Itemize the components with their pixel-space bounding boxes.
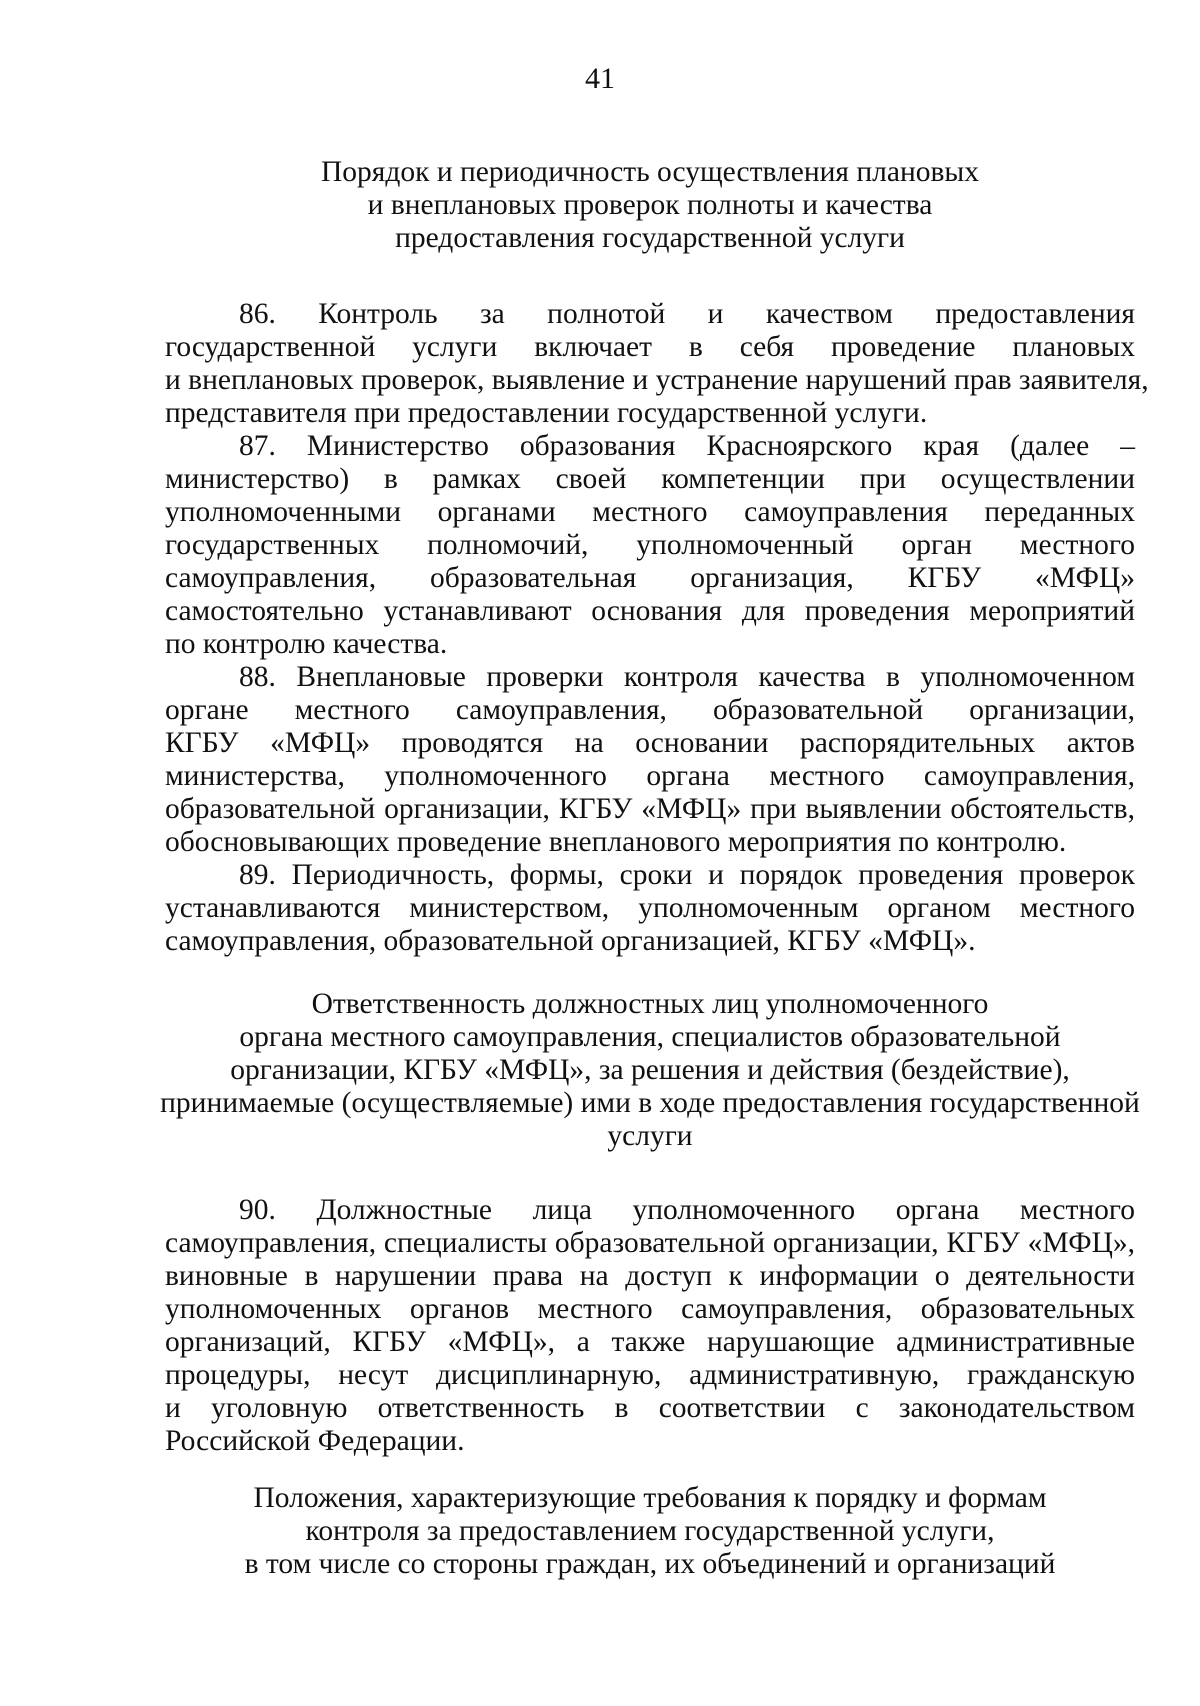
section-heading-control-requirements: [160, 1482, 1140, 1581]
text-line: 88. Внеплановые проверки контроля качества в уполномоченном: [239, 661, 1135, 693]
text-line: организаций, КГБУ «МФЦ», а также нарушающие административные: [165, 1326, 1135, 1358]
page-number: 41: [585, 62, 615, 95]
text-line: самоуправления, образовательной организацией, КГБУ «МФЦ».: [165, 925, 976, 957]
section-heading-responsibility: [160, 988, 1140, 1153]
text-line: уполномоченных органов местного самоуправления, образовательных: [165, 1293, 1135, 1325]
text-line: министерства, уполномоченного органа местного самоуправления,: [165, 760, 1135, 792]
text-line: Российской Федерации.: [165, 1425, 465, 1457]
heading-line: предоставления государственной услуги: [395, 222, 905, 254]
text-line: представителя при предоставлении государственной услуги.: [165, 397, 928, 429]
text-line: устанавливаются министерством, уполномоченным органом местного: [165, 892, 1135, 924]
heading-line: Положения, характеризующие требования к порядку и формам: [253, 1482, 1047, 1514]
text-line: процедуры, несут дисциплинарную, административную, гражданскую: [165, 1359, 1135, 1391]
paragraph-90: [165, 1194, 1135, 1458]
text-line: государственных полномочий, уполномоченный орган местного: [165, 529, 1135, 561]
text-line: министерство) в рамках своей компетенции при осуществлении: [165, 463, 1135, 495]
text-line: 89. Периодичность, формы, сроки и порядок проведения проверок: [239, 859, 1135, 891]
text-line: самоуправления, образовательная организация, КГБУ «МФЦ»: [165, 562, 1135, 594]
heading-line: Порядок и периодичность осуществления плановых: [320, 156, 980, 188]
text-line: 90. Должностные лица уполномоченного органа местного: [239, 1194, 1135, 1226]
paragraph-88: [165, 661, 1135, 859]
section-body-responsibility: [165, 1194, 1135, 1458]
text-line: 86. Контроль за полнотой и качеством предоставления: [239, 298, 1135, 330]
text-line: уполномоченными органами местного самоуправления переданных: [165, 496, 1135, 528]
heading-line: организации, КГБУ «МФЦ», за решения и действия (бездействие),: [230, 1054, 1070, 1086]
section-heading-inspections: [160, 156, 1140, 255]
heading-line: и внеплановых проверок полноты и качества: [367, 189, 933, 221]
heading-line: принимаемые (осуществляемые) ими в ходе предоставления государственной: [160, 1087, 1140, 1119]
text-line: образовательной организации, КГБУ «МФЦ» при выявлении обстоятельств,: [165, 793, 1135, 825]
heading-line: в том числе со стороны граждан, их объединений и организаций: [244, 1548, 1056, 1580]
paragraph-89: [165, 859, 1135, 958]
paragraph-87: [165, 430, 1135, 661]
heading-line: Ответственность должностных лиц уполномоченного: [311, 988, 989, 1020]
paragraph-86: [165, 298, 1149, 430]
text-line: органе местного самоуправления, образовательной организации,: [165, 694, 1135, 726]
text-line: и уголовную ответственность в соответствии с законодательством: [165, 1392, 1135, 1424]
heading-line: услуги: [607, 1120, 693, 1152]
heading-line: органа местного самоуправления, специалистов образовательной: [239, 1021, 1061, 1053]
text-line: 87. Министерство образования Красноярского края (далее –: [239, 430, 1135, 462]
text-line: самостоятельно устанавливают основания для проведения мероприятий: [165, 595, 1135, 627]
text-line: самоуправления, специалисты образовательной организации, КГБУ «МФЦ»,: [165, 1227, 1135, 1259]
text-line: и внеплановых проверок, выявление и устранение нарушений прав заявителя,: [165, 364, 1149, 396]
text-line: обосновывающих проведение внепланового мероприятия по контролю.: [165, 826, 1067, 858]
text-line: КГБУ «МФЦ» проводятся на основании распорядительных актов: [165, 727, 1135, 759]
heading-line: контроля за предоставлением государственной услуги,: [305, 1515, 995, 1547]
text-line: государственной услуги включает в себя проведение плановых: [165, 331, 1135, 363]
text-line: по контролю качества.: [165, 628, 448, 660]
text-line: виновные в нарушении права на доступ к информации о деятельности: [165, 1260, 1135, 1292]
section-body-inspections: [165, 298, 1149, 958]
